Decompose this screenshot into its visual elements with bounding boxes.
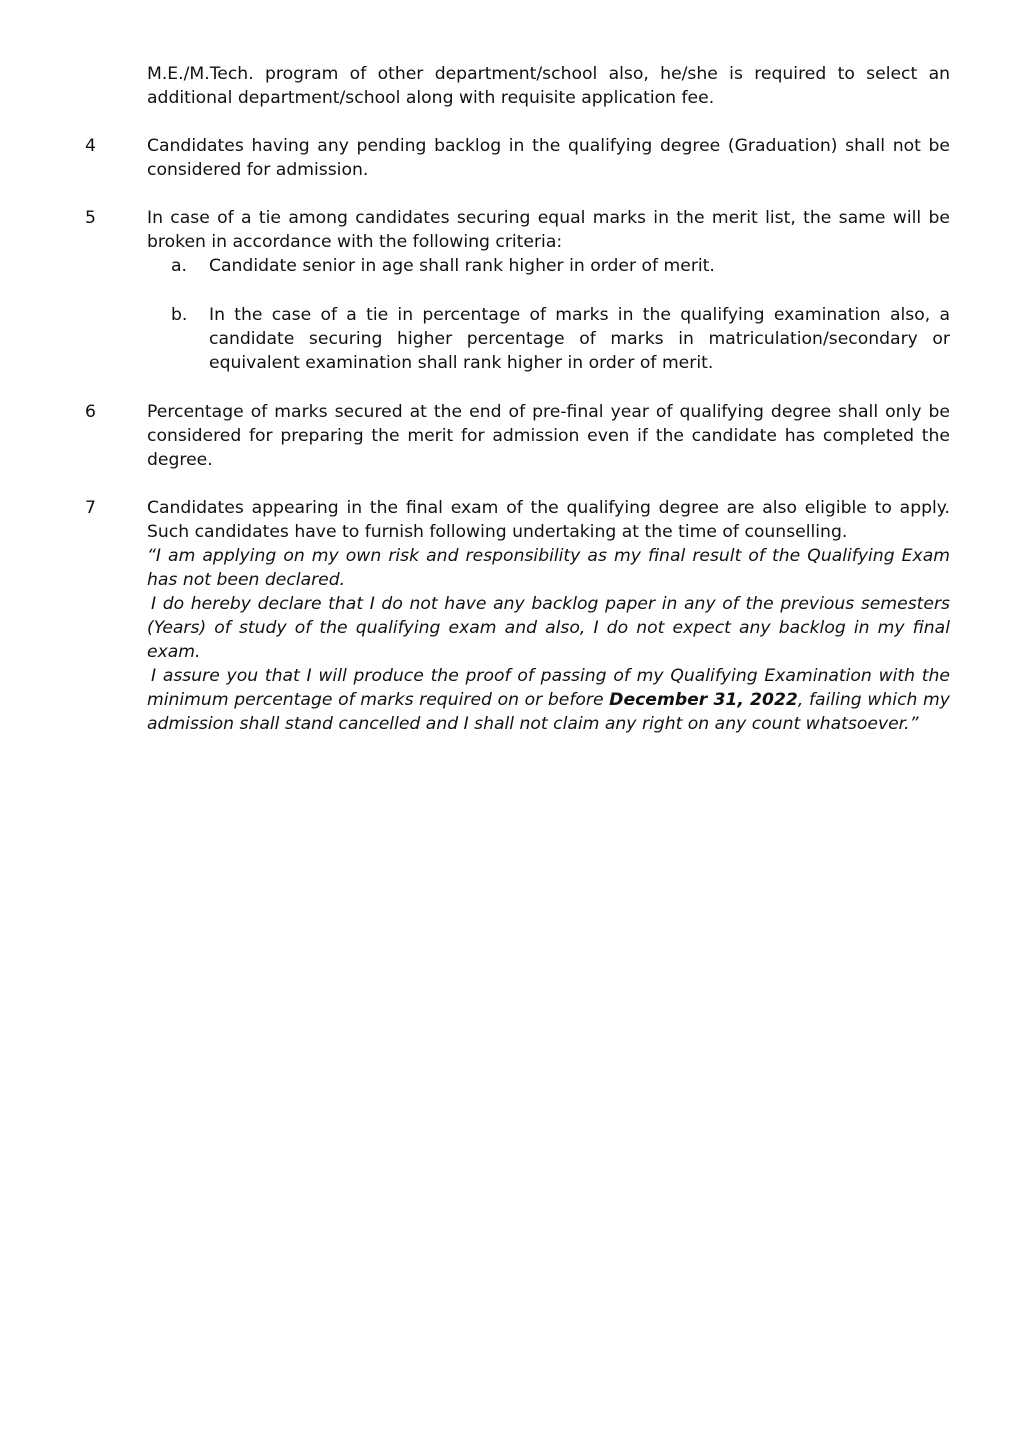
subitem-letter-a: a.: [171, 256, 187, 276]
item-number-5: 5: [85, 208, 96, 228]
undertaking-para-2: I do hereby declare that I do not have any backlog paper in any of the previous semesters (Years) of study of the qualifying exam and also, I do not expect any backlog in my final exam.: [147, 594, 950, 662]
undertaking-para-3-after: , failing which my admission shall stand cancelled and I shall not claim any right on any count whatsoever.”: [147, 690, 950, 734]
item-text-5: In case of a tie among candidates securing equal marks in the merit list, the same will be broken in accordance with the following criteria:: [147, 208, 950, 252]
undertaking-para-3: [147, 664, 950, 736]
subitem-text-b: In the case of a tie in percentage of marks in the qualifying examination also, a candidate securing higher percentage of marks in matriculation/secondary or equivalent examination shall rank higher in order of merit.: [209, 305, 950, 373]
intro-paragraph: M.E./M.Tech. program of other department/school also, he/she is required to select an additional department/school along with requisite application fee.: [147, 64, 950, 108]
undertaking-para-3-before: I assure you that I will produce the proof of passing of my Qualifying Examination with the minimum percentage of marks required on or before: [147, 666, 950, 710]
item-text-4: Candidates having any pending backlog in the qualifying degree (Graduation) shall not be considered for admission.: [147, 136, 950, 180]
item-number-6: 6: [85, 402, 96, 422]
undertaking-deadline-date: December 31, 2022: [609, 690, 798, 710]
item-number-4: 4: [85, 136, 96, 156]
item-text-6: Percentage of marks secured at the end of pre-final year of qualifying degree shall only be considered for preparing the merit for admission even if the candidate has completed the degree.: [147, 402, 950, 470]
item-text-7: [147, 496, 950, 736]
undertaking-para-1: “I am applying on my own risk and responsibility as my final result of the Qualifying Exam has not been declared.: [147, 546, 950, 590]
subitem-letter-b: b.: [171, 305, 188, 325]
item-number-7: 7: [85, 498, 96, 518]
subitem-text-a: Candidate senior in age shall rank higher in order of merit.: [209, 256, 715, 276]
item-text-7-body: Candidates appearing in the final exam of the qualifying degree are also eligible to apply. Such candidates have to furnish following undertaking at the time of counselling.: [147, 498, 950, 542]
